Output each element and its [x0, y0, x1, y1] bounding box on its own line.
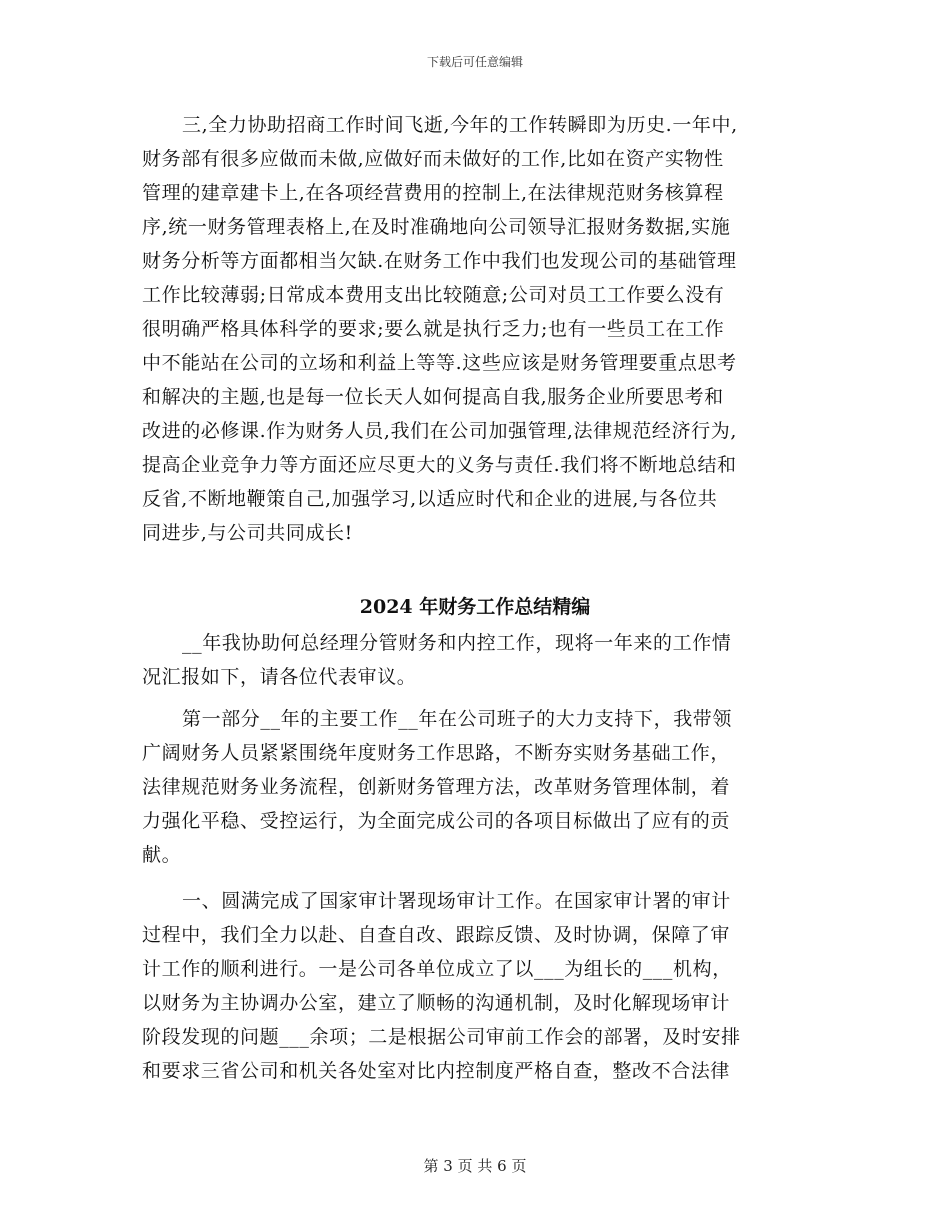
text-line: 很明确严格具体科学的要求;要么就是执行乏力;也有一些员工在工作	[142, 318, 725, 340]
text-line: 同进步,与公司共同成长!	[142, 522, 353, 544]
text-line: 阶段发现的问题___余项；二是根据公司审前工作会的部署，及时安排	[142, 1026, 741, 1048]
page-footer: 第 3 页 共 6 页	[423, 1157, 527, 1175]
text-line: 财务分析等方面都相当欠缺.在财务工作中我们也发现公司的基础管理	[142, 250, 737, 272]
text-line: 和解决的主题,也是每一位长天人如何提高自我,服务企业所要思考和	[142, 386, 724, 408]
text-line: 第一部分__年的主要工作__年在公司班子的大力支持下，我带领	[182, 708, 733, 730]
text-line: 计工作的顺利进行。一是公司各单位成立了以___为组长的___机构，	[142, 958, 732, 980]
text-line: 和要求三省公司和机关各处室对比内控制度严格自查，整改不合法律	[142, 1060, 731, 1082]
text-line: 三,全力协助招商工作时间飞逝,今年的工作转瞬即为历史.一年中,	[182, 114, 738, 136]
text-line: 力强化平稳、受控运行，为全面完成公司的各项目标做出了应有的贡	[142, 810, 731, 832]
text-line: 中不能站在公司的立场和利益上等等.这些应该是财务管理要重点思考	[142, 352, 737, 374]
text-line: 一、圆满完成了国家审计署现场审计工作。在国家审计署的审计	[182, 890, 731, 912]
text-line: 过程中，我们全力以赴、自查自改、跟踪反馈、及时协调，保障了审	[142, 924, 731, 946]
text-line: 反省,不断地鞭策自己,加强学习,以适应时代和企业的进展,与各位共	[142, 488, 718, 510]
text-line: 改进的必修课.作为财务人员,我们在公司加强管理,法律规范经济行为,	[142, 420, 737, 442]
text-line: 广阔财务人员紧紧围绕年度财务工作思路，不断夯实财务基础工作，	[142, 742, 731, 764]
text-line: 法律规范财务业务流程，创新财务管理方法，改革财务管理体制，着	[142, 776, 731, 798]
text-line: 财务部有很多应做而未做,应做好而未做好的工作,比如在资产实物性	[142, 148, 724, 170]
section-title: 2024 年财务工作总结精编	[359, 596, 591, 618]
text-line: 况汇报如下，请各位代表审议。	[142, 666, 417, 688]
page-header: 下载后可任意编辑	[426, 55, 523, 69]
text-line: 献。	[142, 844, 182, 866]
text-line: 序,统一财务管理表格上,在及时准确地向公司领导汇报财务数据,实施	[142, 216, 731, 238]
text-line: 以财务为主协调办公室，建立了顺畅的沟通机制，及时化解现场审计	[142, 992, 731, 1014]
text-line: 管理的建章建卡上,在各项经营费用的控制上,在法律规范财务核算程	[142, 182, 724, 204]
text-line: 提高企业竞争力等方面还应尽更大的义务与责任.我们将不断地总结和	[142, 454, 737, 476]
text-line: __年我协助何总经理分管财务和内控工作，现将一年来的工作情	[182, 632, 732, 654]
text-line: 工作比较薄弱;日常成本费用支出比较随意;公司对员工工作要么没有	[142, 284, 725, 306]
